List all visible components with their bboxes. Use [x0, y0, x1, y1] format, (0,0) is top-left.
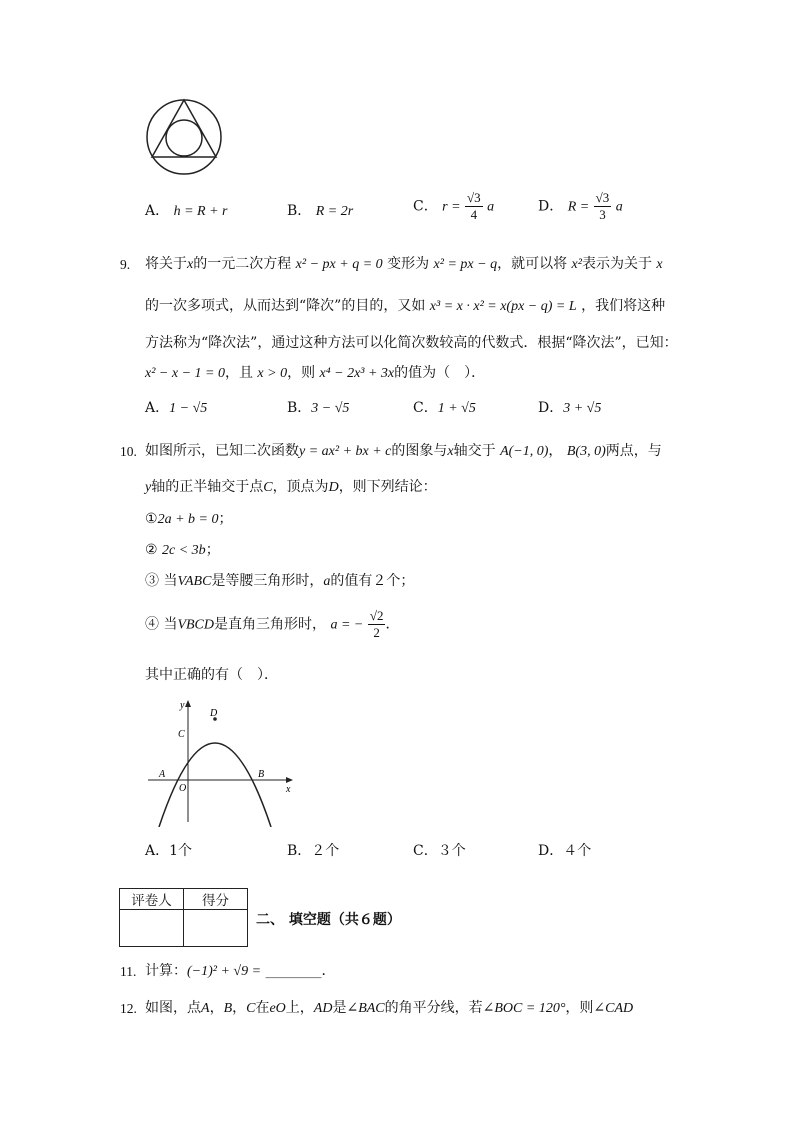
q9-line-2: [145, 297, 665, 316]
math: eO: [269, 1001, 286, 1016]
circled-number: ④: [145, 616, 159, 633]
score-cell[interactable]: [184, 910, 248, 947]
option-expr: R = 2r: [315, 204, 354, 219]
text: 的角平分线，若: [384, 1000, 483, 1016]
text: 轴的正半轴交于点: [151, 479, 264, 495]
q10-option-c: [413, 842, 466, 860]
q9-line-3: 方法称为“降次法”，通过这种方法可以化简次数较高的代数式．根据“降次法”，已知：: [145, 335, 678, 351]
score-header: 得分: [184, 889, 248, 910]
math: x²: [571, 257, 582, 272]
circled-number: ②: [145, 542, 158, 558]
math: x³ = x · x² = x(px − q) = L: [429, 299, 577, 314]
text: 如图，点: [145, 1000, 201, 1016]
q10-number: 10.: [120, 444, 137, 459]
option-expr: 3 − √5: [311, 401, 350, 416]
text: ，: [548, 443, 563, 459]
grader-cell[interactable]: [120, 910, 184, 947]
math: VBCD: [177, 617, 215, 633]
option-text: 1个: [169, 843, 193, 859]
parabola-graph: [143, 697, 303, 827]
math: x: [187, 257, 194, 272]
text: 将关于: [145, 256, 187, 272]
q8-option-c: [413, 190, 494, 223]
q10-ask: 其中正确的有（ ）．: [145, 667, 278, 683]
math: ∠CAD: [593, 1001, 634, 1016]
option-expr: h = R + r: [173, 204, 228, 219]
text: 的值为（ ）．: [394, 365, 486, 381]
x-axis-arrow: [286, 777, 293, 783]
score-table-header-row: [120, 889, 248, 910]
q10-line-2: [145, 478, 437, 497]
math: 2a + b = 0: [157, 512, 219, 527]
text: ，我们将这种: [581, 298, 666, 314]
q10-option-a: [145, 842, 192, 860]
text: 在: [255, 1000, 270, 1016]
math: x² = px − q: [433, 257, 498, 272]
q11-line: [145, 962, 336, 981]
q10-statement-2: [145, 541, 220, 560]
grader-header: 评卷人: [120, 889, 184, 910]
math: x: [656, 257, 663, 272]
math: 2c < 3b: [162, 543, 206, 558]
text: ．: [385, 616, 400, 633]
math: ∠BAC: [346, 1001, 385, 1016]
q11-number: 11.: [120, 964, 137, 979]
answer-blank[interactable]: ________: [265, 963, 322, 979]
math: y = ax² + bx + c: [299, 444, 392, 459]
math: x² − px + q = 0: [295, 257, 383, 272]
math: VABC: [177, 574, 212, 589]
option-label: C．: [413, 400, 438, 416]
option-expr: 3 + √5: [563, 401, 602, 416]
text: ；: [205, 542, 220, 558]
q9-line-1: [145, 255, 663, 274]
math: ∠BOC = 120°: [482, 1001, 566, 1016]
text: ，就可以将: [497, 256, 568, 272]
text: 当: [163, 573, 178, 589]
option-expr: 1 + √5: [437, 401, 476, 416]
math: x⁴ − 2x³ + 3x: [319, 366, 395, 381]
text: 的值有２个；: [330, 573, 415, 589]
text: 上，: [285, 1000, 314, 1016]
option-label: A．: [145, 843, 170, 859]
section-2-heading: 二、 填空题（共６题）: [256, 912, 401, 928]
q12-number: 12.: [120, 1001, 137, 1016]
fraction: [465, 190, 483, 223]
text: 是直角三角形时，: [214, 616, 327, 633]
q10-option-b: [287, 842, 339, 860]
text: 的一元二次方程: [193, 256, 292, 272]
origin-label: O: [179, 783, 187, 794]
math: a: [323, 574, 331, 589]
circle-triangle-figure: [140, 96, 228, 178]
circled-number: ③: [145, 573, 159, 589]
math: D: [328, 480, 339, 495]
option-label: D．: [538, 198, 564, 215]
q9-option-d: [538, 399, 601, 418]
option-label: B．: [287, 843, 312, 859]
math: AD: [313, 1001, 333, 1016]
option-expr: 1 − √5: [169, 401, 208, 416]
point-d-label: D: [210, 708, 218, 719]
text: ，则: [287, 365, 316, 381]
q10-statement-4: [145, 608, 399, 641]
text: ，则: [565, 1000, 594, 1016]
math: a = −: [330, 617, 364, 633]
math: B(3, 0): [566, 444, 606, 459]
option-label: B．: [287, 400, 312, 416]
text: 变形为: [387, 256, 430, 272]
parabola-curve: [159, 743, 271, 827]
option-expr-pre: R =: [567, 199, 590, 215]
option-label: A．: [145, 400, 170, 416]
q9-option-a: [145, 399, 207, 418]
text: 的一次多项式，从而达到“降次”的目的，又如: [145, 298, 426, 314]
option-expr-post: a: [487, 199, 495, 215]
q9-line-4: [145, 364, 485, 383]
text: ，则下列结论：: [338, 479, 437, 495]
option-text: ３个: [437, 843, 466, 859]
fraction-denominator: 2: [373, 625, 380, 640]
option-label: D．: [538, 843, 564, 859]
circled-number: ①: [145, 511, 158, 527]
option-label: D．: [538, 400, 564, 416]
option-label: A．: [145, 203, 170, 219]
text: ．: [321, 963, 336, 979]
score-table: [119, 888, 248, 947]
math: A(−1, 0): [500, 444, 549, 459]
inscribed-triangle: [152, 100, 216, 157]
text: ；: [218, 511, 233, 527]
fraction-denominator: 3: [599, 207, 606, 222]
q8-option-b: [287, 202, 353, 221]
q10-option-d: [538, 842, 591, 860]
text: 计算：: [145, 963, 187, 979]
math: C: [263, 480, 273, 495]
text: 如图所示，已知二次函数: [145, 443, 299, 459]
text: 表示为关于: [581, 256, 652, 272]
q9-option-c: [413, 399, 476, 418]
text: 是: [332, 1000, 347, 1016]
fraction: [368, 608, 386, 641]
math: B: [223, 1001, 233, 1016]
score-table-entry-row: [120, 910, 248, 947]
text: ，且: [224, 365, 253, 381]
text: 的图象与: [391, 443, 448, 459]
q12-line: [145, 999, 633, 1018]
fraction-numerator: √3: [467, 190, 481, 205]
math: A: [201, 1001, 210, 1016]
math: x: [447, 444, 454, 459]
option-text: ２个: [311, 843, 340, 859]
option-label: C．: [413, 843, 438, 859]
math: x² − x − 1 = 0: [145, 366, 225, 381]
option-expr-pre: r =: [442, 199, 461, 215]
x-axis-label: x: [286, 784, 291, 795]
text: ，: [232, 1000, 247, 1016]
q9-option-b: [287, 399, 349, 418]
y-axis-label: y: [180, 700, 185, 711]
text: ，: [209, 1000, 224, 1016]
math: (−1)² + √9 =: [187, 964, 262, 979]
inner-circle: [166, 120, 202, 156]
option-label: C．: [413, 198, 438, 215]
math: y: [145, 480, 152, 495]
fraction: [594, 190, 612, 223]
fraction-numerator: √2: [369, 608, 384, 623]
outer-circle: [147, 100, 221, 174]
fraction-denominator: 4: [470, 207, 478, 222]
y-axis-arrow: [185, 700, 191, 707]
option-text: ４个: [563, 843, 592, 859]
q10-statement-3: [145, 572, 414, 591]
point-c-label: C: [178, 729, 185, 740]
point-b-label: B: [258, 769, 265, 780]
point-a-label: A: [159, 769, 166, 780]
q8-option-d: [538, 190, 623, 223]
text: 是等腰三角形时，: [211, 573, 324, 589]
math: x > 0: [257, 366, 288, 381]
text: 当: [163, 616, 178, 633]
q9-number: 9.: [120, 257, 131, 272]
q8-option-a: [145, 202, 227, 221]
q10-statement-1: [145, 510, 232, 529]
math: C: [246, 1001, 256, 1016]
text: 轴交于: [453, 443, 496, 459]
option-label: B．: [287, 203, 312, 219]
option-expr-post: a: [615, 199, 623, 215]
q10-line-1: [145, 442, 662, 461]
text: 两点，与: [605, 443, 662, 459]
fraction-numerator: √3: [595, 190, 610, 205]
text: ，顶点为: [272, 479, 329, 495]
